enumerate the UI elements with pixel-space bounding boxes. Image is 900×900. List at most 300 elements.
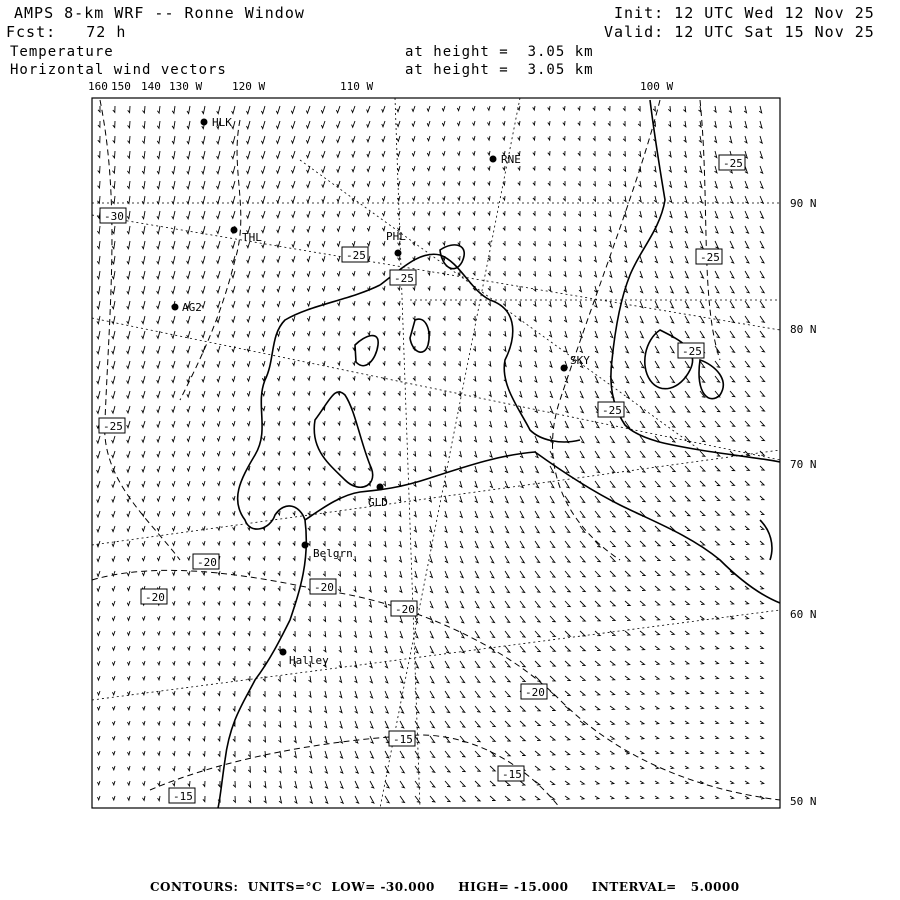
wind-barb [625, 451, 630, 457]
wind-barb [262, 196, 266, 203]
wind-barb [247, 256, 250, 263]
wind-barb [429, 496, 431, 502]
wind-barb [715, 466, 720, 471]
wind-barb [382, 106, 385, 112]
wind-barb [248, 541, 250, 545]
wind-barb [550, 751, 555, 755]
wind-barb [745, 406, 750, 411]
wind-barb [685, 616, 689, 620]
wind-barb [308, 391, 310, 395]
wind-barb [276, 136, 280, 143]
ice-rise [314, 392, 372, 487]
wind-barb [655, 301, 658, 308]
wind-barb [383, 451, 385, 456]
wind-barb [278, 646, 280, 651]
wind-barb [248, 511, 250, 515]
wind-barb [262, 346, 265, 351]
wind-barb [640, 736, 644, 739]
wind-barb [97, 391, 100, 399]
wind-barb [172, 346, 175, 353]
wind-barb [625, 556, 630, 561]
map-frame [92, 98, 780, 808]
wind-barb [338, 601, 340, 607]
wind-barb [292, 166, 296, 173]
wind-barb [488, 166, 490, 170]
wind-barb [112, 451, 115, 458]
wind-barb [730, 241, 734, 248]
wind-barb [610, 481, 615, 487]
wind-barb [669, 181, 672, 187]
wind-barb [490, 586, 494, 593]
wind-barb [550, 721, 555, 725]
wind-barb [338, 586, 340, 591]
wind-barb [218, 571, 220, 575]
wind-barb [550, 736, 555, 740]
wind-barb [533, 256, 535, 261]
wind-barb [638, 151, 640, 156]
wind-barb [473, 181, 475, 185]
wind-barb [685, 631, 689, 634]
wind-barb [188, 586, 190, 590]
wind-barb [142, 616, 145, 620]
wind-barb [474, 451, 477, 457]
wind-barb [610, 646, 615, 650]
wind-barb [518, 181, 520, 185]
wind-barb [158, 631, 161, 635]
wind-barb [262, 301, 265, 307]
wind-barb [548, 151, 550, 155]
wind-barb [550, 526, 555, 533]
wind-barb [187, 346, 190, 353]
wind-barb [383, 331, 385, 335]
wind-barb [505, 586, 509, 593]
wind-barb [233, 496, 235, 500]
wind-barb [203, 601, 205, 605]
wind-barb [384, 586, 387, 592]
wind-barb [97, 646, 100, 650]
wind-barb [610, 526, 615, 532]
wind-barb [625, 616, 630, 620]
wind-barb [640, 571, 645, 576]
wind-barb [684, 151, 686, 157]
wind-barb [625, 661, 630, 665]
wind-barb [127, 571, 130, 576]
wind-barb [535, 481, 539, 488]
wind-barb [369, 631, 372, 637]
wind-barb [337, 286, 340, 291]
wind-barb [324, 706, 327, 713]
wind-barb [564, 286, 566, 292]
wind-barb [232, 361, 235, 367]
wind-barb [398, 301, 400, 305]
wind-barb [563, 166, 565, 170]
wind-barb [218, 631, 220, 635]
wind-barb [548, 181, 550, 185]
wind-barb [595, 571, 600, 577]
wind-barb [188, 781, 190, 786]
wind-barb [760, 196, 763, 203]
wind-barb [276, 106, 280, 114]
wind-barb [382, 181, 385, 186]
wind-barb [443, 406, 445, 411]
wind-barb [475, 496, 478, 502]
wind-barb [324, 646, 326, 652]
wind-barb [715, 571, 719, 575]
wind-barb [490, 781, 495, 786]
wind-barb [520, 586, 525, 593]
wind-barb [459, 421, 461, 426]
wind-barb [97, 286, 100, 294]
wind-barb [322, 241, 325, 246]
wind-barb [475, 481, 478, 487]
wind-barb [247, 391, 250, 396]
wind-barb [112, 406, 115, 413]
wind-barb [337, 121, 341, 128]
wind-barb [593, 106, 595, 110]
wind-barb [625, 601, 630, 606]
wind-barb [112, 661, 115, 665]
wind-barb [548, 196, 550, 200]
wind-barb [640, 556, 645, 561]
wind-barb [700, 331, 704, 338]
wind-barb [490, 511, 493, 518]
wind-barb [760, 691, 763, 694]
wind-barb [157, 376, 160, 383]
wind-barb [322, 286, 325, 291]
wind-barb [715, 211, 718, 218]
wind-barb [443, 211, 445, 215]
wind-barb [338, 526, 340, 531]
wind-barb [655, 346, 659, 353]
wind-barb [745, 511, 749, 515]
wind-barb [399, 526, 401, 532]
wind-barb [232, 406, 235, 411]
wind-barb [505, 661, 510, 667]
wind-barb [98, 166, 100, 173]
wind-barb [291, 121, 295, 128]
wind-barb [670, 451, 675, 457]
wind-barb [745, 361, 750, 367]
wind-barb [113, 766, 116, 770]
wind-barb [309, 691, 311, 697]
wind-barb [308, 496, 310, 500]
wind-barb [323, 541, 325, 546]
wind-barb [609, 211, 611, 217]
wind-barb [715, 286, 719, 293]
wind-barb [400, 676, 403, 683]
wind-barb [157, 211, 160, 219]
wind-barb [278, 631, 280, 636]
wind-barb [655, 391, 660, 398]
wind-barb [263, 586, 265, 590]
wind-barb [112, 556, 115, 561]
ice-rise [410, 319, 429, 352]
wind-barb [760, 346, 765, 352]
wind-barb [338, 466, 340, 470]
wind-barb [460, 691, 465, 698]
wind-barb [430, 556, 433, 562]
wind-barb [157, 151, 160, 159]
wind-barb [353, 421, 355, 425]
wind-barb [518, 136, 520, 140]
wind-barb [443, 421, 445, 426]
wind-barb [475, 781, 480, 786]
wind-barb [128, 151, 131, 158]
wind-barb [112, 436, 115, 443]
wind-barb [490, 676, 495, 682]
wind-barb [340, 766, 343, 773]
wind-barb [325, 751, 328, 758]
wind-barb [655, 631, 660, 635]
wind-barb [458, 166, 460, 170]
wind-barb [565, 796, 569, 799]
wind-barb [745, 271, 749, 278]
wind-barb [369, 601, 372, 607]
wind-barb [683, 106, 685, 112]
wind-barb [443, 271, 445, 275]
wind-barb [640, 286, 643, 293]
wind-barb [307, 316, 310, 321]
wind-barb [308, 361, 311, 365]
wind-barb [473, 136, 476, 140]
wind-barb [579, 271, 582, 277]
wind-barb [744, 106, 746, 113]
wind-barb [640, 421, 645, 428]
wind-barb [623, 136, 625, 141]
wind-barb [339, 646, 341, 652]
svg-text:-25: -25 [346, 249, 366, 262]
wind-barb [187, 226, 190, 234]
wind-barb [700, 751, 703, 754]
wind-barb [142, 481, 145, 487]
wind-barb [368, 271, 371, 275]
wind-barb [430, 691, 434, 698]
wind-barb [760, 676, 763, 679]
wind-barb [248, 646, 250, 651]
wind-barb [340, 721, 343, 728]
wind-barb [565, 586, 570, 592]
wind-barb [127, 316, 130, 324]
wind-barb [640, 691, 644, 694]
wind-barb [307, 226, 310, 232]
wind-barb [533, 226, 535, 230]
wind-barb [595, 346, 598, 353]
wind-barb [353, 376, 355, 380]
wind-barb [157, 496, 160, 501]
wind-barb [382, 151, 385, 156]
wind-barb [367, 151, 370, 157]
wind-barb [172, 556, 175, 560]
wind-barb [248, 571, 250, 575]
wind-barb [655, 781, 659, 784]
wind-barb [473, 196, 475, 200]
wind-barb [127, 421, 130, 428]
wind-barb [248, 661, 250, 666]
wind-barb [308, 601, 310, 606]
wind-barb [354, 646, 357, 652]
wind-barb [232, 391, 235, 396]
wind-barb [490, 736, 495, 741]
station-label-thl: THL [242, 231, 262, 244]
wind-barb [187, 331, 190, 338]
wind-barb [745, 556, 749, 559]
wind-barb [700, 316, 704, 323]
wind-barb [188, 751, 190, 756]
wind-barb [338, 331, 340, 335]
wind-barb [277, 286, 280, 292]
wind-barb [203, 676, 205, 680]
wind-barb [233, 601, 235, 605]
wind-barb [565, 676, 570, 681]
wind-barb [670, 766, 674, 769]
wind-barb [291, 106, 295, 113]
wind-barb [685, 256, 688, 263]
wind-barb [580, 601, 585, 606]
wind-barb [625, 586, 630, 591]
wind-barb [715, 601, 719, 604]
wind-barb [97, 361, 100, 369]
wind-barb [655, 526, 660, 531]
wind-barb [625, 271, 628, 277]
wind-barb [685, 481, 690, 486]
wind-barb [565, 511, 570, 518]
wind-barb [520, 736, 525, 741]
wind-barb [714, 106, 716, 112]
wind-barb [490, 571, 494, 578]
wind-barb [443, 226, 445, 230]
wind-barb [565, 646, 570, 651]
wind-barb [248, 586, 250, 590]
wind-barb [97, 601, 100, 606]
wind-barb [385, 691, 388, 698]
wind-barb [278, 586, 280, 590]
wind-barb [533, 166, 535, 170]
wind-barb [638, 136, 640, 141]
wind-barb [233, 616, 235, 620]
wind-barb [473, 121, 476, 125]
wind-barb [565, 601, 570, 607]
wind-barb [715, 421, 720, 427]
wind-barb [217, 256, 220, 263]
wind-barb [550, 586, 555, 592]
wind-barb [580, 691, 585, 695]
wind-barb [428, 256, 430, 260]
wind-barb [384, 556, 386, 562]
wind-barb [112, 511, 115, 517]
wind-barb [203, 706, 205, 710]
lat-tick-60: 60 N [790, 608, 817, 621]
wind-barb [112, 586, 115, 591]
wind-barb [232, 301, 235, 307]
wind-barb [428, 196, 431, 200]
wind-barb [203, 736, 205, 741]
wind-barb [579, 316, 582, 322]
wind-barb [98, 121, 100, 127]
wind-barb [640, 646, 645, 650]
wind-barb [578, 196, 580, 201]
wind-barb [550, 421, 553, 428]
wind-barb [187, 181, 190, 189]
wind-barb [233, 796, 235, 802]
wind-barb [323, 526, 325, 530]
wind-barb [142, 331, 145, 339]
wind-barb [113, 691, 116, 695]
wind-barb [669, 166, 672, 172]
wind-barb [430, 796, 435, 802]
wind-barb [413, 391, 415, 395]
wind-barb [490, 466, 493, 472]
wind-barb [157, 166, 160, 174]
wind-barb [97, 466, 100, 473]
contour-line [100, 100, 180, 560]
wind-barb [458, 196, 460, 200]
wind-barb [248, 451, 251, 455]
wind-barb [142, 166, 145, 174]
wind-barb [563, 136, 565, 140]
wind-barb [715, 481, 720, 486]
wind-barb [248, 706, 250, 711]
wind-barb [730, 556, 734, 560]
wind-barb [157, 571, 160, 575]
wind-barb [760, 721, 763, 724]
wind-barb [202, 361, 205, 367]
wind-barb [715, 631, 719, 634]
wind-barb [610, 436, 614, 443]
wind-barb [233, 661, 235, 665]
wind-barb [233, 556, 235, 560]
wind-barb [503, 166, 505, 170]
wind-barb [414, 541, 417, 547]
lon-tick-160: 160 [88, 80, 108, 93]
wind-barb [353, 301, 355, 305]
wind-barb [548, 166, 550, 170]
wind-barb [427, 166, 430, 171]
wind-barb [548, 271, 550, 276]
wind-barb [580, 346, 583, 352]
wind-barb [142, 436, 145, 442]
wind-barb [488, 196, 490, 200]
wind-barb [670, 226, 673, 233]
wind-barb [203, 796, 205, 802]
wind-barb [640, 706, 644, 709]
wind-barb [355, 796, 359, 803]
wind-barb [550, 571, 555, 577]
wind-barb [700, 466, 705, 471]
wind-barb [730, 706, 733, 709]
wind-barb [369, 571, 371, 577]
wind-barb [173, 631, 175, 635]
wind-barb [745, 196, 748, 203]
wind-barb [654, 151, 656, 157]
wind-barb [413, 421, 415, 426]
wind-barb [400, 616, 403, 623]
wind-barb [518, 271, 520, 276]
wind-barb [623, 106, 625, 111]
wind-barb [442, 151, 445, 155]
wind-barb [113, 181, 116, 188]
wind-barb [172, 481, 175, 486]
wind-barb [354, 631, 357, 637]
wind-barb [142, 301, 145, 309]
wind-barb [714, 121, 716, 127]
wind-barb [505, 781, 510, 786]
wind-barb [700, 286, 704, 293]
wind-barb [293, 676, 295, 682]
wind-barb [278, 721, 280, 727]
coastline-path [611, 100, 780, 462]
wind-barb [158, 736, 160, 740]
wind-barb [759, 106, 762, 113]
